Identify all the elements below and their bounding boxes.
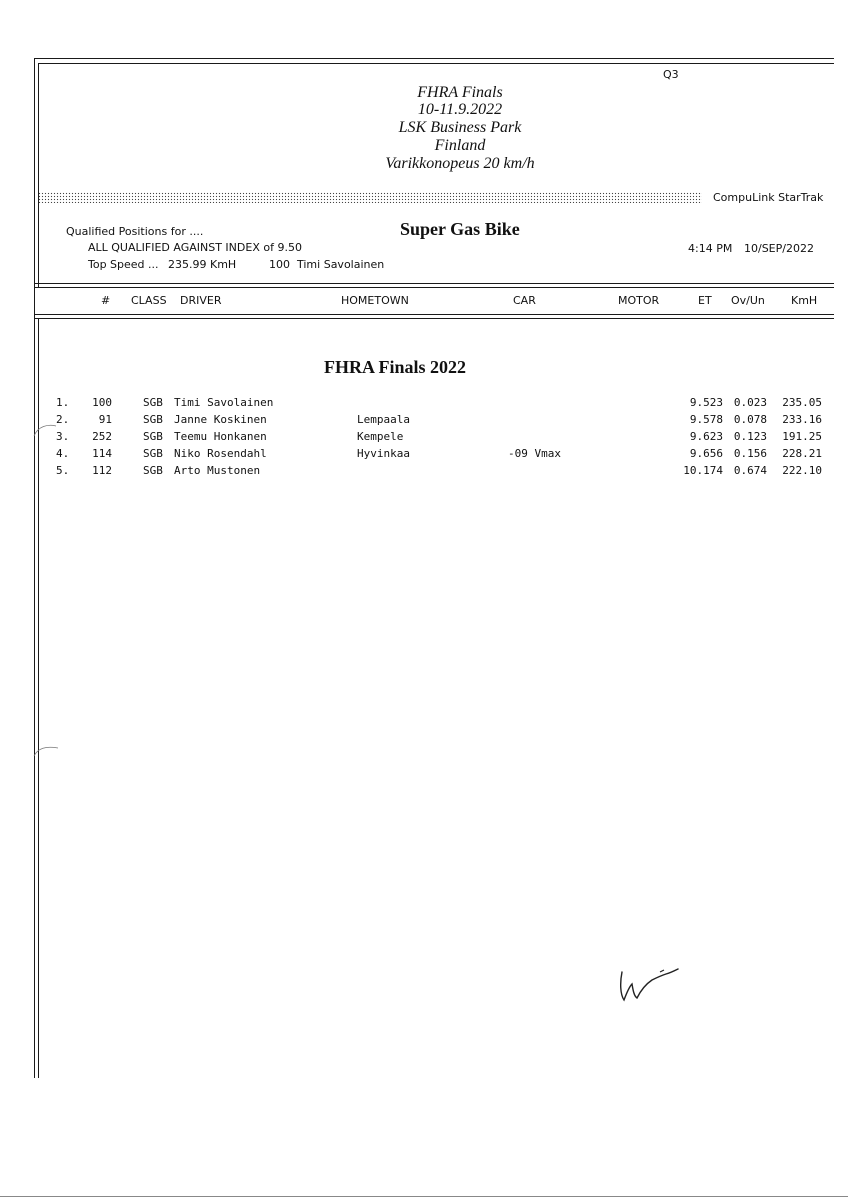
- report-date: 10/SEP/2022: [744, 242, 814, 255]
- result-kmh: 191.25: [782, 430, 822, 443]
- result-driver: Janne Koskinen: [174, 413, 267, 426]
- result-ovun: 0.123: [733, 430, 767, 443]
- result-et: 9.578: [689, 413, 723, 426]
- report-time: 4:14 PM: [688, 242, 733, 255]
- result-position: 1.: [56, 396, 70, 409]
- result-number: 114: [92, 447, 112, 460]
- dotted-separator: [38, 192, 702, 203]
- result-car: -09 Vmax: [508, 447, 561, 460]
- event-venue: LSK Business Park: [398, 119, 522, 136]
- table-row: [0, 430, 848, 447]
- result-driver: Arto Mustonen: [174, 464, 261, 477]
- page-code: Q3: [663, 68, 679, 81]
- result-number: 100: [92, 396, 112, 409]
- result-et: 9.656: [689, 447, 723, 460]
- result-number: 91: [98, 413, 112, 426]
- result-driver: Teemu Honkanen: [174, 430, 267, 443]
- col-driver: DRIVER: [180, 294, 222, 307]
- result-number: 252: [92, 430, 112, 443]
- result-position: 3.: [56, 430, 70, 443]
- pit-speed-note: Varikkonopeus 20 km/h: [385, 155, 535, 172]
- result-hometown: Kempele: [357, 430, 404, 443]
- table-row: [0, 413, 848, 430]
- result-hometown: Hyvinkaa: [357, 447, 410, 460]
- left-border-line-2: [38, 63, 39, 288]
- result-kmh: 228.21: [782, 447, 822, 460]
- header-rule-bottom-1: [34, 314, 834, 315]
- result-class: SGB: [143, 413, 163, 426]
- result-class: SGB: [143, 464, 163, 477]
- binder-hole-mark-bottom: [32, 742, 62, 758]
- binder-hole-mark-top: [30, 422, 60, 438]
- result-class: SGB: [143, 447, 163, 460]
- result-class: SGB: [143, 396, 163, 409]
- section-title: FHRA Finals 2022: [324, 357, 467, 377]
- top-speed-driver: Timi Savolainen: [297, 258, 385, 271]
- handwritten-signature: [612, 960, 692, 1010]
- result-position: 2.: [56, 413, 70, 426]
- left-border-line-1: [34, 58, 35, 1078]
- qualified-label: Qualified Positions for ....: [66, 225, 204, 238]
- header-rule-bottom-2: [34, 318, 834, 319]
- result-position: 4.: [56, 447, 70, 460]
- top-speed-number: 100: [269, 258, 290, 271]
- col-ovun: Ov/Un: [731, 294, 765, 307]
- col-kmh: KmH: [791, 294, 818, 307]
- result-ovun: 0.674: [733, 464, 767, 477]
- result-ovun: 0.023: [733, 396, 767, 409]
- top-speed-value: 235.99 KmH: [168, 258, 237, 271]
- class-title: Super Gas Bike: [400, 219, 520, 239]
- result-kmh: 222.10: [782, 464, 822, 477]
- table-row: [0, 447, 848, 464]
- top-border-line-1: [34, 58, 834, 59]
- table-row: [0, 464, 848, 481]
- result-driver: Niko Rosendahl: [174, 447, 267, 460]
- result-ovun: 0.078: [733, 413, 767, 426]
- result-kmh: 235.05: [782, 396, 822, 409]
- top-border-line-2: [38, 63, 834, 64]
- result-hometown: Lempaala: [357, 413, 410, 426]
- bottom-edge-line: [0, 1196, 848, 1197]
- header-rule-top-2: [34, 287, 834, 288]
- table-row: [0, 396, 848, 413]
- timing-system-label: CompuLink StarTrak: [713, 191, 824, 204]
- index-line: ALL QUALIFIED AGAINST INDEX of 9.50: [88, 241, 302, 254]
- result-ovun: 0.156: [733, 447, 767, 460]
- result-et: 9.523: [689, 396, 723, 409]
- col-car: CAR: [513, 294, 536, 307]
- col-class: CLASS: [131, 294, 167, 307]
- result-number: 112: [92, 464, 112, 477]
- col-number: #: [101, 294, 111, 307]
- col-hometown: HOMETOWN: [341, 294, 409, 307]
- event-dates: 10-11.9.2022: [417, 101, 503, 118]
- result-et: 9.623: [689, 430, 723, 443]
- top-speed-label: Top Speed ...: [88, 258, 159, 271]
- col-motor: MOTOR: [618, 294, 660, 307]
- result-et: 10.174: [683, 464, 723, 477]
- header-rule-top-1: [34, 283, 834, 284]
- result-driver: Timi Savolainen: [174, 396, 274, 409]
- result-position: 5.: [56, 464, 70, 477]
- col-et: ET: [698, 294, 712, 307]
- event-country: Finland: [434, 137, 486, 154]
- result-kmh: 233.16: [782, 413, 822, 426]
- event-title: FHRA Finals: [417, 84, 503, 101]
- result-class: SGB: [143, 430, 163, 443]
